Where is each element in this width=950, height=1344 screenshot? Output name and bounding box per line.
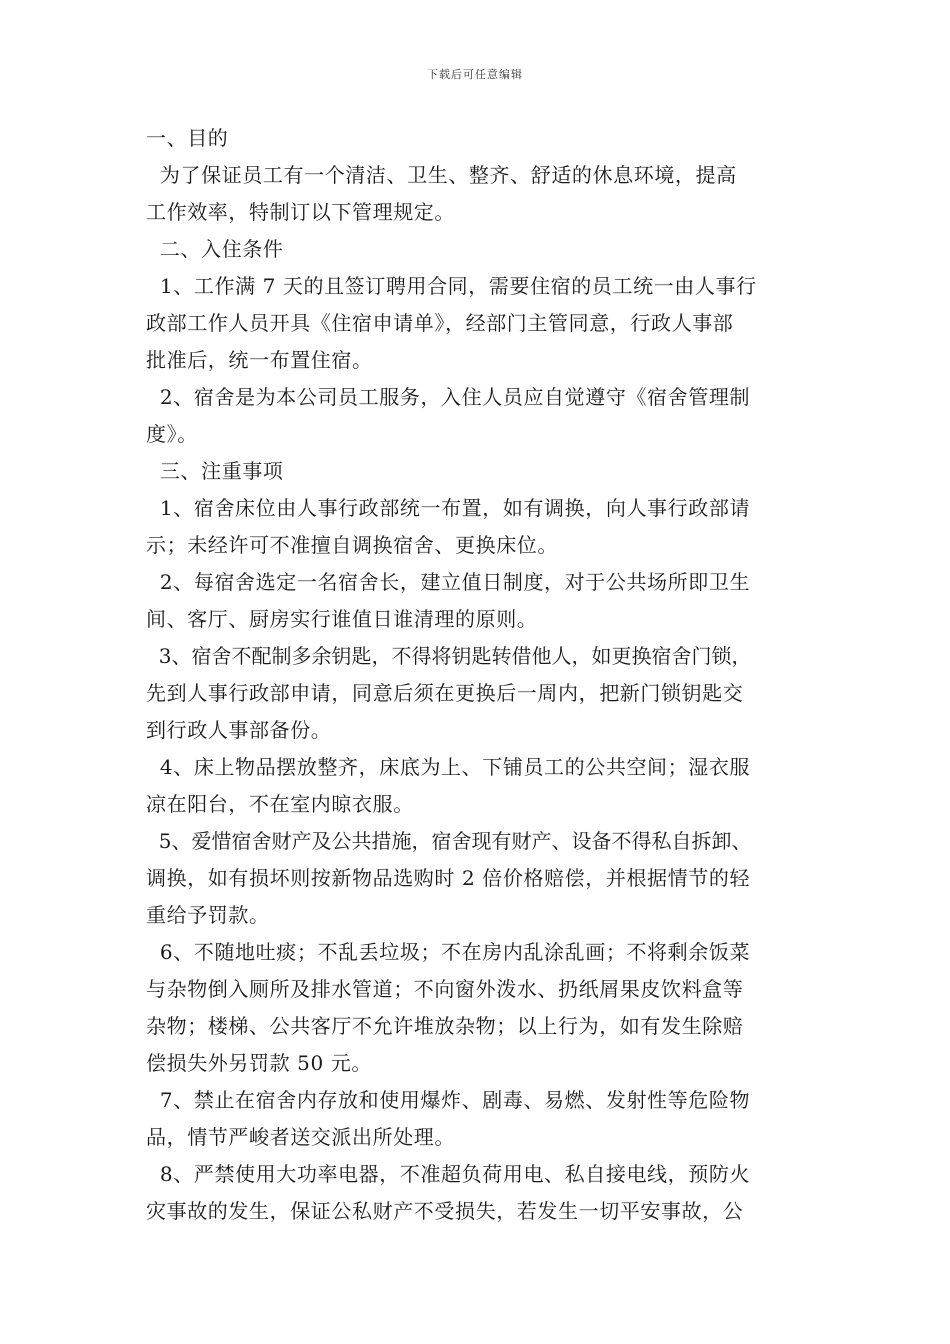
paragraph-line: 先到人事行政部申请，同意后须在更换后一周内，把新门锁钥匙交 <box>146 681 744 705</box>
paragraph-line: 批准后，统一布置住宿。 <box>146 348 373 372</box>
paragraph-line: 1、工作满 7 天的且签订聘用合同，需要住宿的员工统一由人事行 <box>146 274 757 298</box>
paragraph-line: 工作效率，特制订以下管理规定。 <box>146 200 455 224</box>
paragraph-line: 为了保证员工有一个清洁、卫生、整齐、舒适的休息环境，提高 <box>146 163 737 187</box>
paragraph-line: 重给予罚款。 <box>146 903 270 927</box>
paragraph-line: 3、宿舍不配制多余钥匙，不得将钥匙转借他人，如更换宿舍门锁， <box>146 644 752 668</box>
paragraph-line: 凉在阳台，不在室内晾衣服。 <box>146 792 414 816</box>
paragraph-line: 8、严禁使用大功率电器，不准超负荷用电、私自接电线，预防火 <box>146 1162 751 1186</box>
paragraph-line: 偿损失外另罚款 50 元。 <box>146 1051 372 1075</box>
page-header: 下载后可任意编辑 <box>427 68 523 81</box>
document-body <box>146 120 812 1230</box>
paragraph-line: 调换，如有损坏则按新物品选购时 2 倍价格赔偿，并根据情节的轻 <box>146 866 751 890</box>
paragraph-line: 示；未经许可不准擅自调换宿舍、更换床位。 <box>146 533 558 557</box>
section-heading-notes: 三、注重事项 <box>146 459 284 483</box>
paragraph-line: 品，情节严峻者送交派出所处理。 <box>146 1125 455 1149</box>
paragraph-line: 政部工作人员开具《住宿申请单》，经部门主管同意，行政人事部 <box>146 311 734 335</box>
paragraph-line: 2、每宿舍选定一名宿舍长，建立值日制度，对于公共场所即卫生 <box>146 570 751 594</box>
paragraph-line: 到行政人事部备份。 <box>146 718 332 742</box>
section-heading-purpose: 一、目的 <box>146 126 229 150</box>
section-heading-conditions: 二、入住条件 <box>146 237 284 261</box>
paragraph-line: 间、客厅、厨房实行谁值日谁清理的原则。 <box>146 607 538 631</box>
paragraph-line: 5、爱惜宿舍财产及公共措施，宿舍现有财产、设备不得私自拆卸、 <box>146 829 752 853</box>
paragraph-line: 度》。 <box>146 422 198 446</box>
paragraph-line: 2、宿舍是为本公司员工服务，入住人员应自觉遵守《宿舍管理制 <box>146 385 751 409</box>
paragraph-line: 与杂物倒入厕所及排水管道；不向窗外泼水、扔纸屑果皮饮料盒等 <box>146 977 744 1001</box>
paragraph-line: 1、宿舍床位由人事行政部统一布置，如有调换，向人事行政部请 <box>146 496 751 520</box>
paragraph-line: 4、床上物品摆放整齐，床底为上、下铺员工的公共空间；湿衣服 <box>146 755 751 779</box>
paragraph-line: 6、不随地吐痰；不乱丢垃圾；不在房内乱涂乱画；不将剩余饭菜 <box>146 940 751 964</box>
paragraph-line: 7、禁止在宿舍内存放和使用爆炸、剧毒、易燃、发射性等危险物 <box>146 1088 751 1112</box>
paragraph-line: 灾事故的发生，保证公私财产不受损失，若发生一切平安事故，公 <box>146 1199 744 1223</box>
paragraph-line: 杂物；楼梯、公共客厅不允许堆放杂物；以上行为，如有发生除赔 <box>146 1014 744 1038</box>
